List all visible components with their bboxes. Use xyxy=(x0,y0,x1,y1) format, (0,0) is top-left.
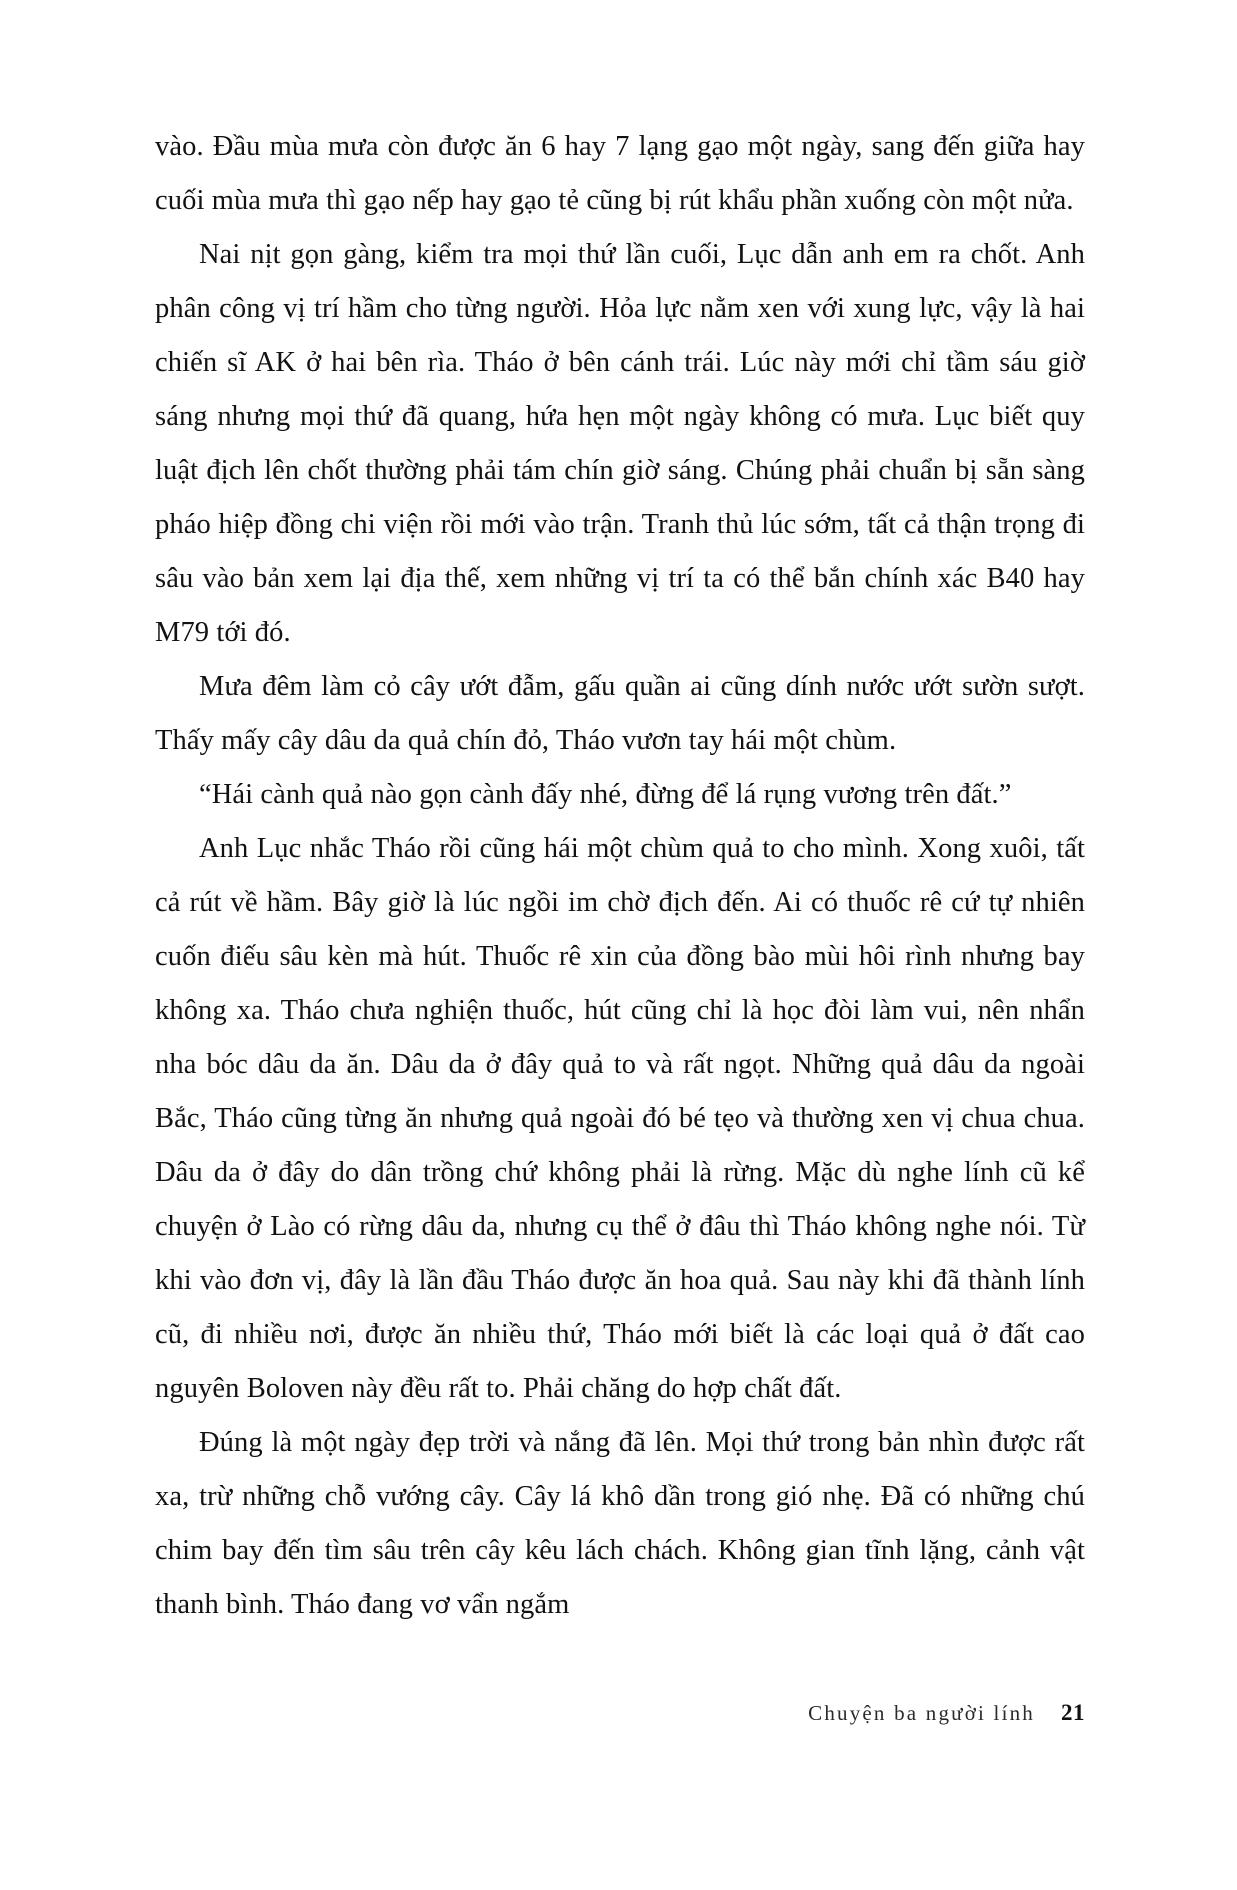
paragraph: “Hái cành quả nào gọn cành đấy nhé, đừng để lá rụng vương trên đất.” xyxy=(199,779,1012,810)
page-footer xyxy=(155,1700,1085,1726)
paragraph: Mưa đêm làm cỏ cây ướt đẫm, gấu quần ai cũng dính nước ướt sườn sượt. Thấy mấy cây dâu da quả chín đỏ, Tháo vươn tay hái một chùm. xyxy=(155,671,1085,756)
paragraph: vào. Đầu mùa mưa còn được ăn 6 hay 7 lạng gạo một ngày, sang đến giữa hay cuối mùa mưa thì gạo nếp hay gạo tẻ cũng bị rút khẩu phần xuống còn một nửa. xyxy=(155,131,1085,216)
page-number: 21 xyxy=(1061,1700,1085,1725)
body-text-column xyxy=(155,120,1085,1632)
running-title: Chuyện ba người lính xyxy=(808,1701,1035,1725)
paragraph: Đúng là một ngày đẹp trời và nắng đã lên. Mọi thứ trong bản nhìn được rất xa, trừ những chỗ vướng cây. Cây lá khô dần trong gió nhẹ. Đã có những chú chim bay đến tìm sâu trên cây kêu lách chách. Không gian tĩnh lặng, cảnh vật thanh bình. Tháo đang vơ vẩn ngắm xyxy=(155,1427,1085,1620)
paragraph: Anh Lục nhắc Tháo rồi cũng hái một chùm quả to cho mình. Xong xuôi, tất cả rút về hầm. Bây giờ là lúc ngồi im chờ địch đến. Ai có thuốc rê cứ tự nhiên cuốn điếu sâu kèn mà hút. Thuốc rê xin của đồng bào mùi hôi rình nhưng bay không xa. Tháo chưa nghiện thuốc, hút cũng chỉ là học đòi làm vui, nên nhẩn nha bóc dâu da ăn. Dâu da ở đây quả to và rất ngọt. Những quả dâu da ngoài Bắc, Tháo cũng từng ăn nhưng quả ngoài đó bé tẹo và thường xen vị chua chua. Dâu da ở đây do dân trồng chứ không phải là rừng. Mặc dù nghe lính cũ kể chuyện ở Lào có rừng dâu da, nhưng cụ thể ở đâu thì Tháo không nghe nói. Từ khi vào đơn vị, đây là lần đầu Tháo được ăn hoa quả. Sau này khi đã thành lính cũ, đi nhiều nơi, được ăn nhiều thứ, Tháo mới biết là các loại quả ở đất cao nguyên Boloven này đều rất to. Phải chăng do hợp chất đất. xyxy=(155,833,1085,1404)
paragraph: Nai nịt gọn gàng, kiểm tra mọi thứ lần cuối, Lục dẫn anh em ra chốt. Anh phân công vị trí hầm cho từng người. Hỏa lực nằm xen với xung lực, vậy là hai chiến sĩ AK ở hai bên rìa. Tháo ở bên cánh trái. Lúc này mới chỉ tầm sáu giờ sáng nhưng mọi thứ đã quang, hứa hẹn một ngày không có mưa. Lục biết quy luật địch lên chốt thường phải tám chín giờ sáng. Chúng phải chuẩn bị sẵn sàng pháo hiệp đồng chi viện rồi mới vào trận. Tranh thủ lúc sớm, tất cả thận trọng đi sâu vào bản xem lại địa thế, xem những vị trí ta có thể bắn chính xác B40 hay M79 tới đó. xyxy=(155,239,1085,648)
